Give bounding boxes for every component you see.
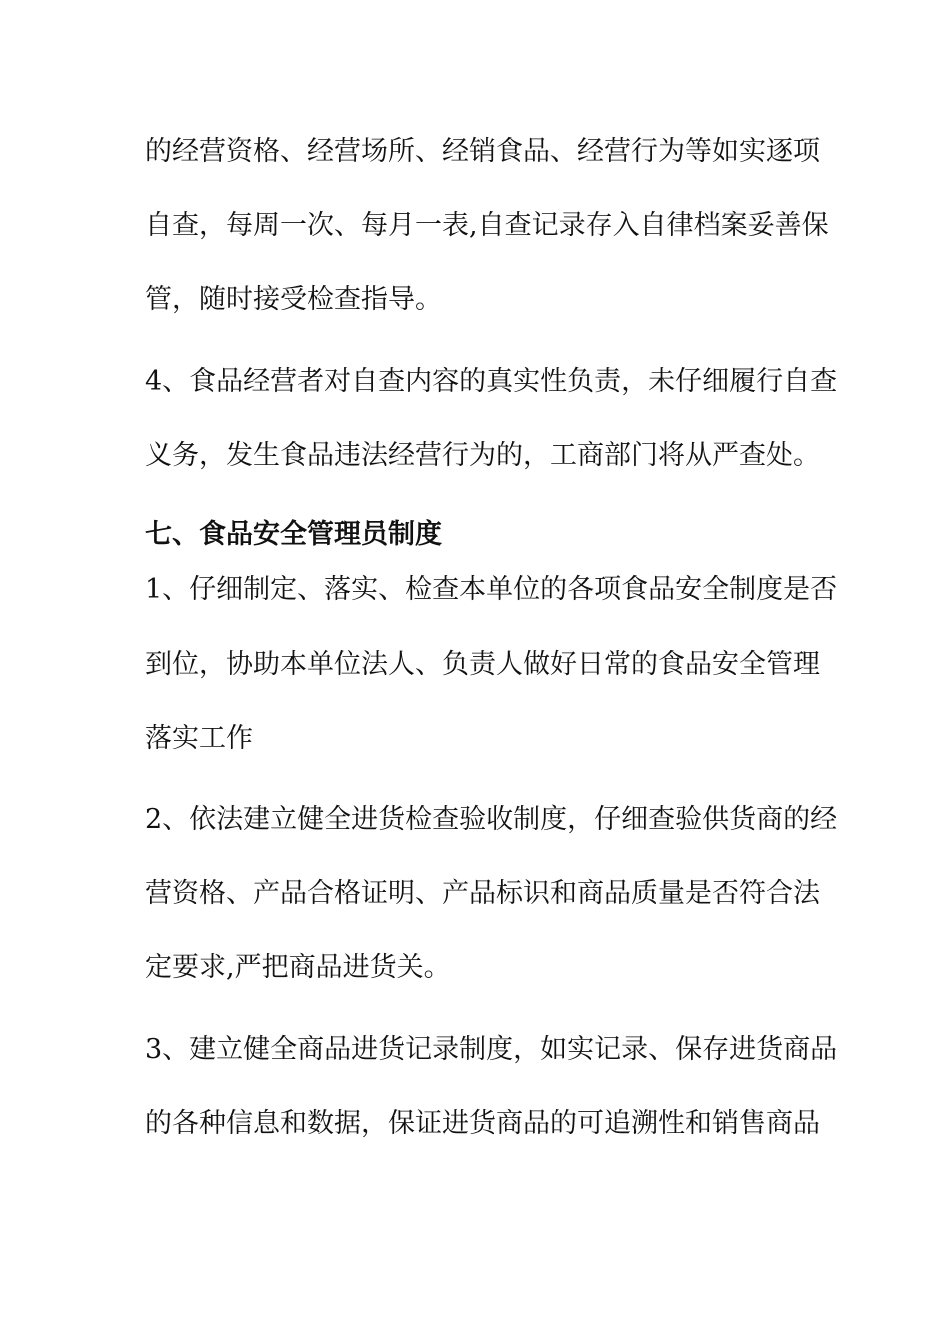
paragraph-line: 1、仔细制定、落实、检查本单位的各项食品安全制度是否 [145, 574, 838, 605]
paragraph-line: 到位，协助本单位法人、负责人做好日常的食品安全管理 [145, 649, 820, 680]
paragraph-line: 营资格、产品合格证明、产品标识和商品质量是否符合法 [145, 878, 820, 909]
paragraph-line: 管，随时接受检查指导。 [145, 284, 442, 315]
paragraph-line: 自查，每周一次、每月一表,自查记录存入自律档案妥善保 [145, 210, 829, 241]
paragraph-line: 的各种信息和数据，保证进货商品的可追溯性和销售商品 [145, 1108, 820, 1139]
paragraph-line: 2、依法建立健全进货检查验收制度，仔细查验供货商的经 [145, 804, 838, 835]
paragraph-line: 定要求,严把商品进货关。 [145, 952, 451, 983]
paragraph-line: 义务，发生食品违法经营行为的，工商部门将从严查处。 [145, 440, 820, 471]
paragraph-line: 4、食品经营者对自查内容的真实性负责，未仔细履行自查 [145, 366, 838, 397]
section-heading: 七、食品安全管理员制度 [145, 519, 442, 550]
paragraph-line: 3、建立健全商品进货记录制度，如实记录、保存进货商品 [145, 1034, 838, 1065]
paragraph-line: 的经营资格、经营场所、经销食品、经营行为等如实逐项 [145, 136, 820, 167]
paragraph-line: 落实工作 [145, 723, 253, 754]
